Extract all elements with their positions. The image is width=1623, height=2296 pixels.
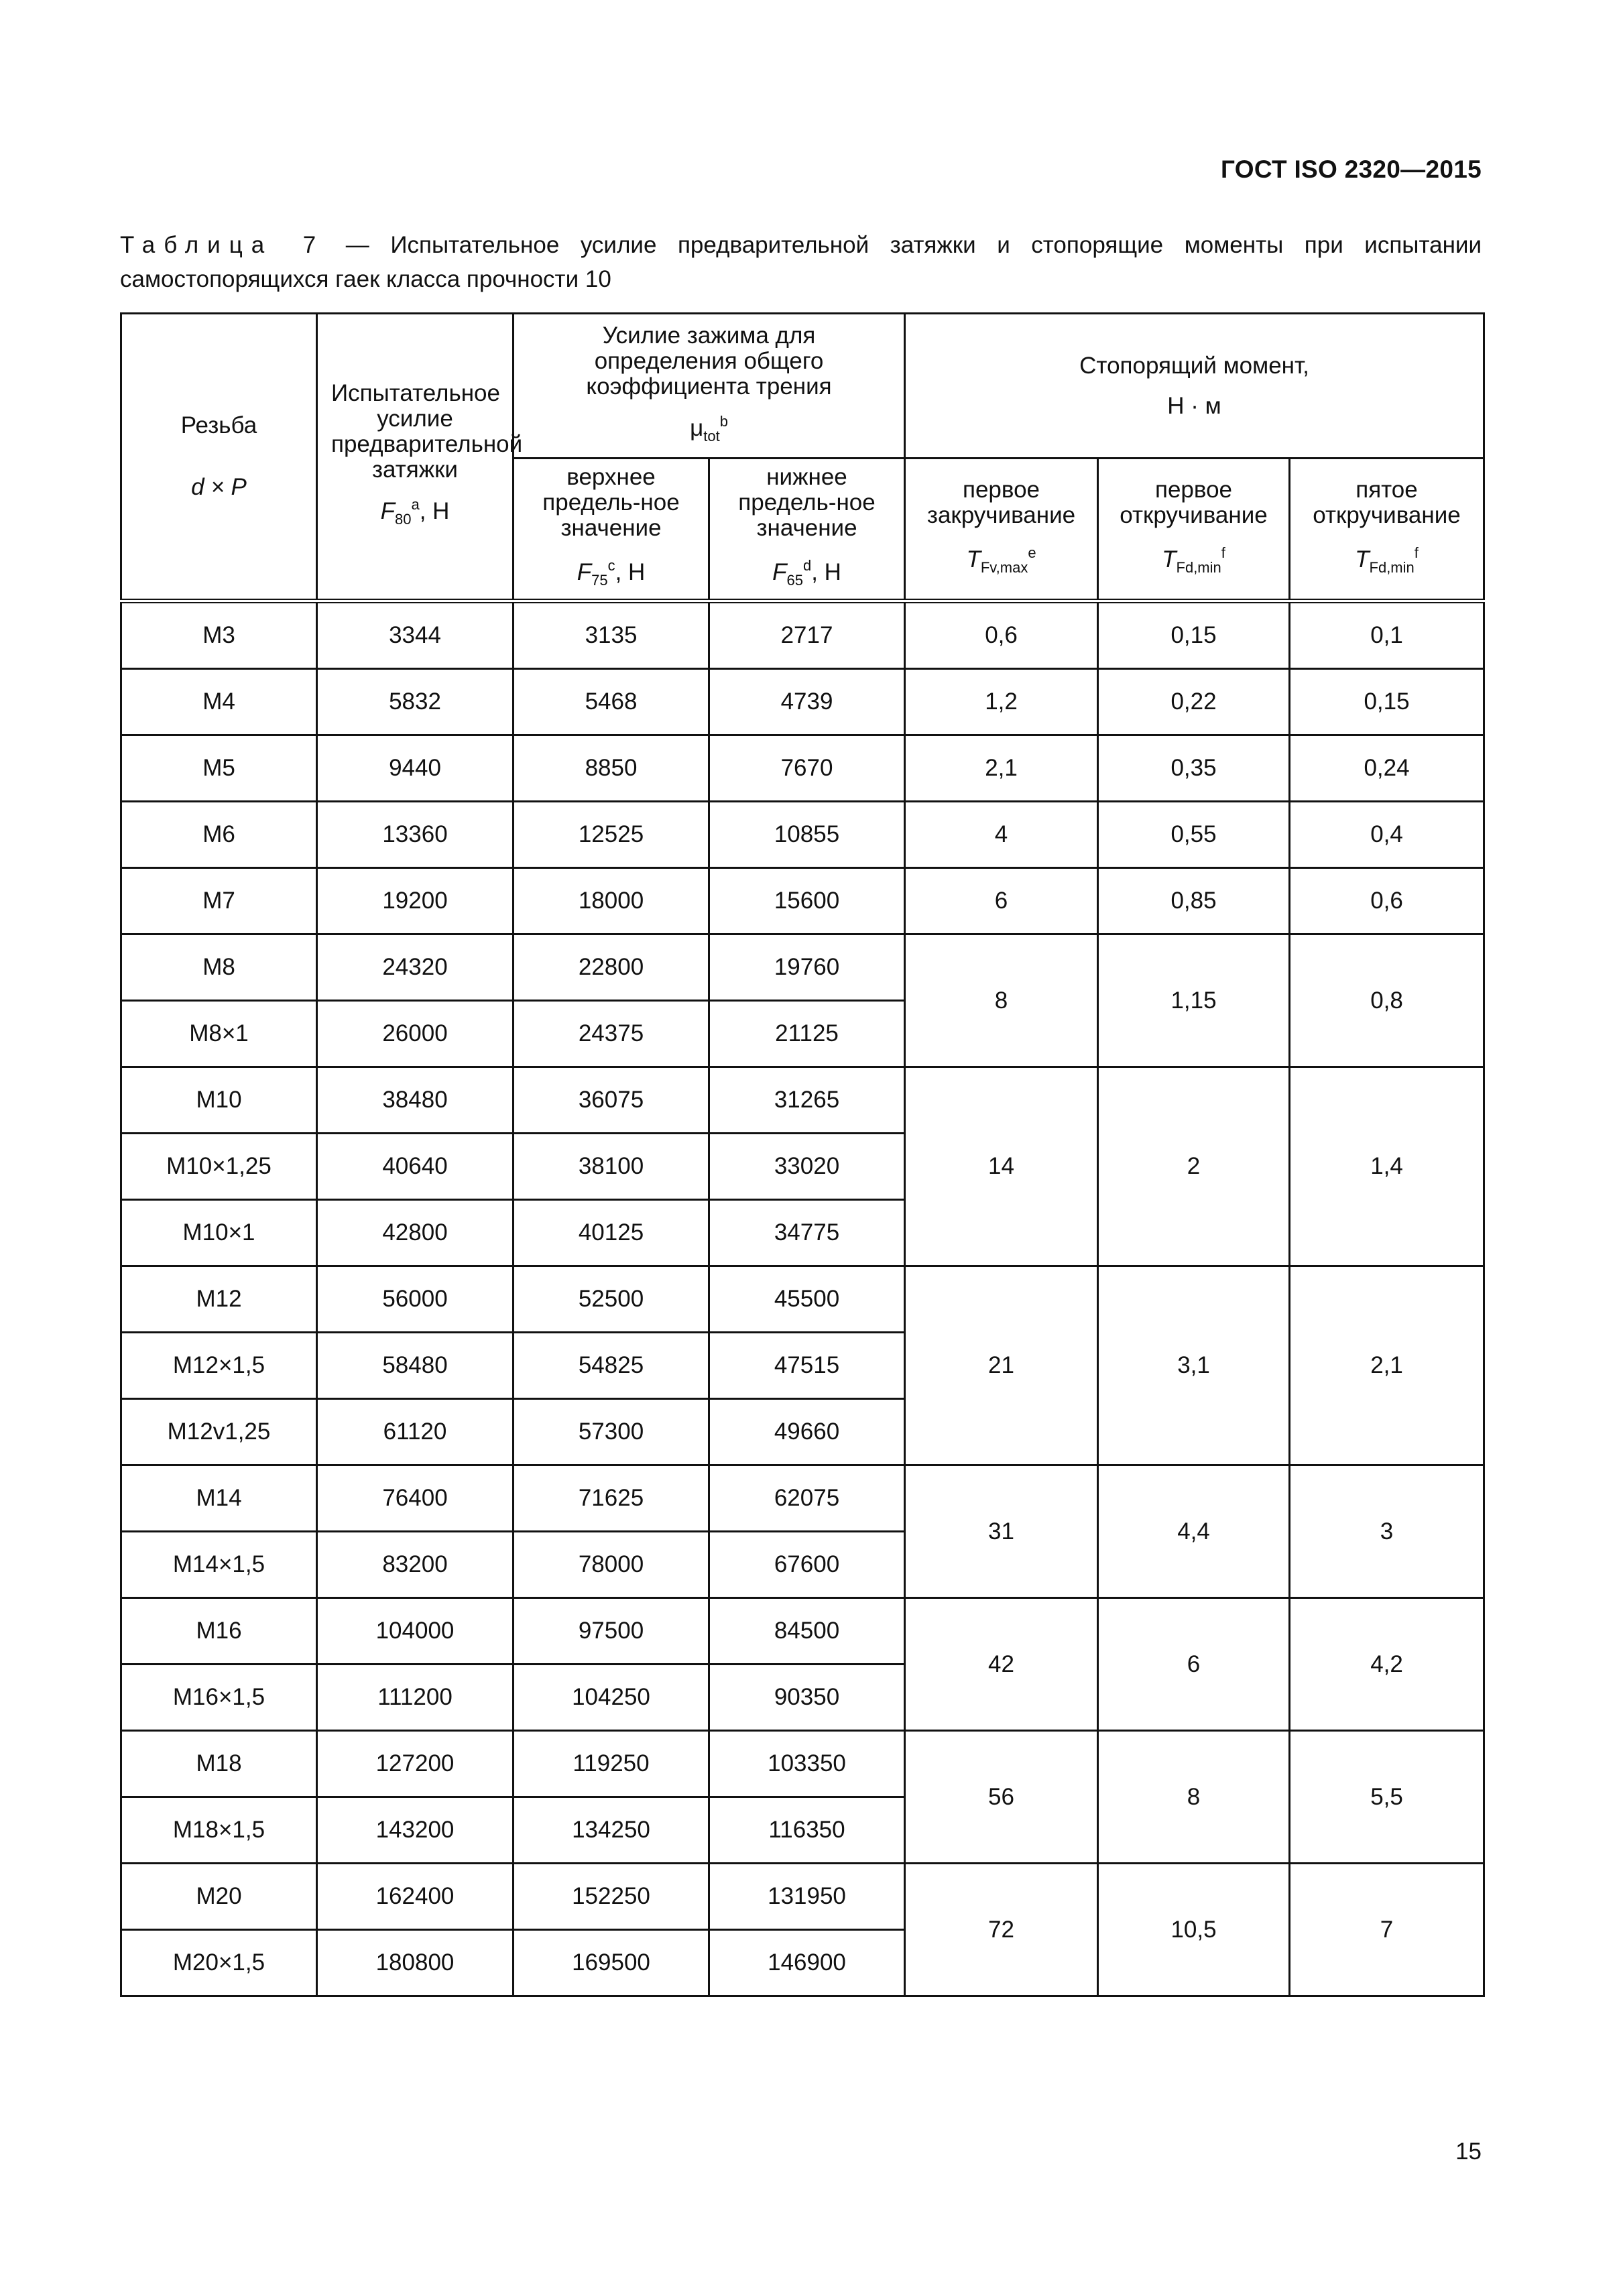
header-clamp-force [514, 314, 905, 459]
thread-cell: M14 [121, 1465, 317, 1532]
fifth-off-torque-cell: 5,5 [1290, 1731, 1484, 1864]
header-first-on-subscript: Fv,max [980, 559, 1028, 576]
proof-load-cell: 143200 [317, 1797, 514, 1864]
header-locking-torque-title: Стопорящий момент, [1079, 352, 1309, 379]
proof-load-cell: 58480 [317, 1333, 514, 1399]
header-clamp-force-superscript: b [719, 412, 728, 430]
lower-limit-cell: 34775 [709, 1200, 905, 1266]
first-on-torque-cell: 14 [905, 1067, 1098, 1266]
header-upper-limit-unit: , Н [615, 559, 646, 585]
header-upper-limit-symbol: F [577, 559, 592, 585]
lower-limit-cell: 10855 [709, 802, 905, 868]
header-proof-load-symbol: F [380, 498, 395, 524]
first-on-torque-cell: 0,6 [905, 601, 1098, 669]
upper-limit-cell: 24375 [514, 1001, 709, 1067]
upper-limit-cell: 52500 [514, 1266, 709, 1333]
table-caption-text: — Испытательное усилие предварительной затяжки и стопорящие моменты при испытании самостопорящихся гаек класса прочности 10 [120, 232, 1482, 292]
table-row [121, 735, 1484, 802]
thread-cell: M20 [121, 1864, 317, 1930]
upper-limit-cell: 8850 [514, 735, 709, 802]
lower-limit-cell: 7670 [709, 735, 905, 802]
fifth-off-torque-cell: 0,6 [1290, 868, 1484, 934]
header-proof-load-unit: , Н [419, 498, 450, 524]
thread-cell: M18×1,5 [121, 1797, 317, 1864]
data-table [120, 312, 1485, 1997]
header-fifth-off [1290, 459, 1484, 601]
first-on-torque-cell: 72 [905, 1864, 1098, 1996]
lower-limit-cell: 116350 [709, 1797, 905, 1864]
lower-limit-cell: 84500 [709, 1598, 905, 1665]
upper-limit-cell: 169500 [514, 1930, 709, 1996]
first-off-torque-cell: 2 [1098, 1067, 1290, 1266]
first-on-torque-cell: 56 [905, 1731, 1098, 1864]
lower-limit-cell: 31265 [709, 1067, 905, 1134]
proof-load-cell: 162400 [317, 1864, 514, 1930]
lower-limit-cell: 33020 [709, 1134, 905, 1200]
upper-limit-cell: 12525 [514, 802, 709, 868]
table-row [121, 1067, 1484, 1134]
upper-limit-cell: 22800 [514, 934, 709, 1001]
table-header [121, 314, 1484, 601]
proof-load-cell: 26000 [317, 1001, 514, 1067]
first-on-torque-cell: 8 [905, 934, 1098, 1067]
first-off-torque-cell: 4,4 [1098, 1465, 1290, 1598]
header-clamp-force-title: Усилие зажима для определения общего коэффициента трения [586, 322, 832, 400]
first-on-torque-cell: 6 [905, 868, 1098, 934]
proof-load-cell: 19200 [317, 868, 514, 934]
first-off-torque-cell: 10,5 [1098, 1864, 1290, 1996]
header-upper-limit-subscript: 75 [591, 572, 608, 589]
header-lower-limit [709, 459, 905, 601]
fifth-off-torque-cell: 1,4 [1290, 1067, 1484, 1266]
header-thread [121, 314, 317, 601]
first-off-torque-cell: 0,55 [1098, 802, 1290, 868]
table-row [121, 1266, 1484, 1333]
header-thread-title: Резьба [180, 412, 257, 438]
thread-cell: M10×1 [121, 1200, 317, 1266]
upper-limit-cell: 152250 [514, 1864, 709, 1930]
table-row [121, 1864, 1484, 1930]
lower-limit-cell: 62075 [709, 1465, 905, 1532]
first-off-torque-cell: 0,85 [1098, 868, 1290, 934]
upper-limit-cell: 71625 [514, 1465, 709, 1532]
upper-limit-cell: 3135 [514, 601, 709, 669]
table-caption-label: Таблица 7 [120, 232, 325, 258]
thread-cell: M14×1,5 [121, 1532, 317, 1598]
document-code: ГОСТ ISO 2320—2015 [1221, 156, 1482, 183]
thread-cell: M5 [121, 735, 317, 802]
header-proof-load [317, 314, 523, 601]
upper-limit-cell: 54825 [514, 1333, 709, 1399]
header-upper-limit [514, 459, 709, 601]
proof-load-cell: 111200 [317, 1665, 514, 1731]
header-first-on-superscript: e [1028, 544, 1036, 561]
thread-cell: M8 [121, 934, 317, 1001]
fifth-off-torque-cell: 0,24 [1290, 735, 1484, 802]
first-on-torque-cell: 31 [905, 1465, 1098, 1598]
header-first-off-subscript: Fd,min [1176, 559, 1221, 576]
header-lower-limit-subscript: 65 [786, 572, 803, 589]
upper-limit-cell: 36075 [514, 1067, 709, 1134]
table-row [121, 669, 1484, 735]
header-first-on-title: первое закручивание [926, 477, 1076, 528]
first-off-torque-cell: 0,22 [1098, 669, 1290, 735]
table-row [121, 802, 1484, 868]
upper-limit-cell: 38100 [514, 1134, 709, 1200]
first-on-torque-cell: 1,2 [905, 669, 1098, 735]
table-caption [120, 228, 1482, 296]
proof-load-cell: 104000 [317, 1598, 514, 1665]
header-first-off [1098, 459, 1290, 601]
lower-limit-cell: 45500 [709, 1266, 905, 1333]
first-off-torque-cell: 3,1 [1098, 1266, 1290, 1465]
thread-cell: M16 [121, 1598, 317, 1665]
thread-cell: M10×1,25 [121, 1134, 317, 1200]
fifth-off-torque-cell: 3 [1290, 1465, 1484, 1598]
table-row [121, 1731, 1484, 1797]
table-row [121, 1465, 1484, 1532]
lower-limit-cell: 4739 [709, 669, 905, 735]
header-first-on [905, 459, 1098, 601]
thread-cell: M12 [121, 1266, 317, 1333]
header-fifth-off-superscript: f [1414, 544, 1419, 561]
fifth-off-torque-cell: 0,1 [1290, 601, 1484, 669]
upper-limit-cell: 57300 [514, 1399, 709, 1465]
lower-limit-cell: 49660 [709, 1399, 905, 1465]
header-locking-torque [905, 314, 1484, 459]
lower-limit-cell: 15600 [709, 868, 905, 934]
header-first-off-superscript: f [1221, 544, 1225, 561]
lower-limit-cell: 103350 [709, 1731, 905, 1797]
upper-limit-cell: 134250 [514, 1797, 709, 1864]
proof-load-cell: 83200 [317, 1532, 514, 1598]
thread-cell: M20×1,5 [121, 1930, 317, 1996]
proof-load-cell: 13360 [317, 802, 514, 868]
header-thread-symbol: d × P [191, 474, 247, 500]
first-on-torque-cell: 2,1 [905, 735, 1098, 802]
lower-limit-cell: 2717 [709, 601, 905, 669]
lower-limit-cell: 90350 [709, 1665, 905, 1731]
thread-cell: M12×1,5 [121, 1333, 317, 1399]
first-off-torque-cell: 8 [1098, 1731, 1290, 1864]
header-first-on-symbol: T [966, 546, 981, 572]
thread-cell: M16×1,5 [121, 1665, 317, 1731]
first-on-torque-cell: 42 [905, 1598, 1098, 1731]
proof-load-cell: 42800 [317, 1200, 514, 1266]
lower-limit-cell: 19760 [709, 934, 905, 1001]
lower-limit-cell: 67600 [709, 1532, 905, 1598]
first-off-torque-cell: 0,15 [1098, 601, 1290, 669]
thread-cell: M10 [121, 1067, 317, 1134]
fifth-off-torque-cell: 0,15 [1290, 669, 1484, 735]
fifth-off-torque-cell: 4,2 [1290, 1598, 1484, 1731]
upper-limit-cell: 97500 [514, 1598, 709, 1665]
proof-load-cell: 24320 [317, 934, 514, 1001]
thread-cell: M3 [121, 601, 317, 669]
thread-cell: M8×1 [121, 1001, 317, 1067]
fifth-off-torque-cell: 7 [1290, 1864, 1484, 1996]
lower-limit-cell: 21125 [709, 1001, 905, 1067]
thread-cell: M12v1,25 [121, 1399, 317, 1465]
proof-load-cell: 56000 [317, 1266, 514, 1333]
first-off-torque-cell: 6 [1098, 1598, 1290, 1731]
proof-load-cell: 5832 [317, 669, 514, 735]
upper-limit-cell: 78000 [514, 1532, 709, 1598]
table-body [121, 601, 1484, 1996]
table-row [121, 601, 1484, 669]
header-fifth-off-subscript: Fd,min [1369, 559, 1415, 576]
proof-load-cell: 76400 [317, 1465, 514, 1532]
upper-limit-cell: 104250 [514, 1665, 709, 1731]
table-row [121, 934, 1484, 1001]
thread-cell: M6 [121, 802, 317, 868]
proof-load-cell: 3344 [317, 601, 514, 669]
header-proof-load-superscript: a [411, 496, 420, 513]
lower-limit-cell: 146900 [709, 1930, 905, 1996]
proof-load-cell: 180800 [317, 1930, 514, 1996]
lower-limit-cell: 47515 [709, 1333, 905, 1399]
page-number: 15 [1455, 2138, 1482, 2165]
header-lower-limit-symbol: F [772, 559, 787, 585]
proof-load-cell: 61120 [317, 1399, 514, 1465]
proof-load-cell: 38480 [317, 1067, 514, 1134]
table-row [121, 868, 1484, 934]
header-lower-limit-unit: , Н [811, 559, 841, 585]
header-first-off-title: первое откручивание [1120, 477, 1268, 528]
first-on-torque-cell: 21 [905, 1266, 1098, 1465]
upper-limit-cell: 40125 [514, 1200, 709, 1266]
header-locking-torque-unit: Н · м [1167, 392, 1221, 419]
header-proof-load-subscript: 80 [394, 511, 412, 528]
fifth-off-torque-cell: 0,8 [1290, 934, 1484, 1067]
first-on-torque-cell: 4 [905, 802, 1098, 868]
header-clamp-force-symbol: μ [690, 414, 704, 441]
header-lower-limit-superscript: d [802, 557, 812, 574]
first-off-torque-cell: 1,15 [1098, 934, 1290, 1067]
proof-load-cell: 9440 [317, 735, 514, 802]
header-upper-limit-superscript: c [607, 557, 615, 574]
header-first-off-symbol: T [1162, 546, 1177, 572]
thread-cell: M4 [121, 669, 317, 735]
table-row [121, 1598, 1484, 1665]
header-proof-load-title: Испытательное усилие предварительной затяжки [331, 380, 523, 483]
proof-load-cell: 127200 [317, 1731, 514, 1797]
header-lower-limit-title: нижнее предель-ное значение [738, 464, 876, 541]
header-upper-limit-title: верхнее предель-ное значение [542, 464, 680, 541]
upper-limit-cell: 18000 [514, 868, 709, 934]
fifth-off-torque-cell: 2,1 [1290, 1266, 1484, 1465]
fifth-off-torque-cell: 0,4 [1290, 802, 1484, 868]
thread-cell: M18 [121, 1731, 317, 1797]
lower-limit-cell: 131950 [709, 1864, 905, 1930]
header-fifth-off-title: пятое откручивание [1313, 477, 1461, 528]
proof-load-cell: 40640 [317, 1134, 514, 1200]
first-off-torque-cell: 0,35 [1098, 735, 1290, 802]
header-clamp-force-subscript: tot [703, 427, 720, 444]
header-fifth-off-symbol: T [1355, 546, 1370, 572]
thread-cell: M7 [121, 868, 317, 934]
upper-limit-cell: 119250 [514, 1731, 709, 1797]
upper-limit-cell: 5468 [514, 669, 709, 735]
